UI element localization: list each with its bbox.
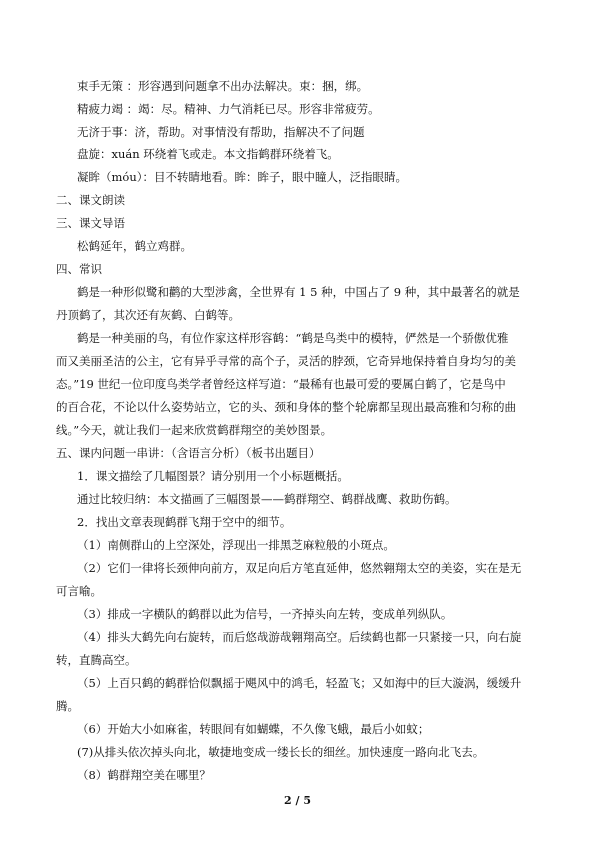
section-heading-knowledge: 四、常识	[56, 262, 102, 276]
knowledge-paragraph-1: 鹤是一种形似鹭和鹳的大型涉禽，全世界有 1 5 种，中国占了 9 种，其中最著名的就是	[77, 285, 520, 299]
definition-jingpilijie: 精疲力竭 ：竭：尽。精神、力气消耗已尽。形容非常疲劳。	[77, 102, 380, 116]
question-1: 1．课文描绘了几幅图景？请分别用一个小标题概括。	[77, 469, 349, 483]
detail-5-cont: 腾。	[56, 699, 79, 713]
detail-4-cont: 转，直腾高空。	[56, 653, 137, 667]
definition-wujiyushi: 无济于事：济，帮助。对事情没有帮助，指解决不了问题	[77, 125, 365, 139]
detail-1: （1）南侧群山的上空深处，浮现出一排黑芝麻粒般的小斑点。	[77, 538, 395, 552]
knowledge-paragraph-2-cont-1: 而又美丽圣洁的公主，它有异乎寻常的高个子，灵活的脖颈，它奇异地保持着自身均匀的美	[56, 354, 516, 368]
definition-ningmou: 凝眸（móu）：目不转睛地看。眸：眸子，眼中瞳人，泛指眼睛。	[77, 170, 407, 184]
detail-7: (7)从排头依次掉头向北，敏捷地变成一缕长长的细丝。加快速度一路向北飞去。	[77, 745, 485, 759]
question-2: 2．找出文章表现鹤群飞翔于空中的细节。	[77, 515, 292, 529]
definition-panxuan: 盘旋：xuán 环绕着飞或走。本文指鹤群环绕着飞。	[77, 147, 339, 161]
section-heading-intro: 三、课文导语	[56, 216, 125, 230]
knowledge-paragraph-2: 鹤是一种美丽的鸟，有位作家这样形容鹤：“鹤是鸟类中的模特，俨然是一个骄傲优雅	[77, 331, 509, 345]
page-number: 2 / 5	[284, 794, 311, 807]
knowledge-paragraph-1-cont: 丹顶鹤了，其次还有灰鹤、白鹤等。	[56, 308, 240, 322]
detail-4: （4）排头大鹤先向右旋转，而后悠哉游哉翱翔高空。后续鹤也都一只紧接一只，向右旋	[77, 630, 522, 644]
answer-1: 通过比较归纳：本文描画了三幅图景——鹤群翔空、鹤群战鹰、救助伤鹤。	[77, 492, 457, 506]
detail-2-cont: 可言喻。	[56, 584, 102, 598]
detail-2: （2）它们一律将长颈伸向前方，双足向后方笔直延伸，悠然翱翔太空的美姿，实在是无	[77, 561, 522, 575]
detail-3: （3）排成一字横队的鹤群以此为信号，一齐掉头向左转，变成单列纵队。	[77, 607, 453, 621]
definition-shushouwuce: 束手无策 ：形容遇到问题拿不出办法解决。束：捆，绑。	[77, 79, 369, 93]
detail-5: （5）上百只鹤的鹤群恰似飘摇于飓风中的鸿毛，轻盈飞；又如海中的巨大漩涡，缓缓升	[77, 676, 522, 690]
detail-8: （8）鹤群翔空美在哪里？	[77, 768, 211, 782]
knowledge-paragraph-2-cont-4: 线。”今天，就让我们一起来欣赏鹤群翔空的美妙图景。	[56, 423, 333, 437]
knowledge-paragraph-2-cont-2: 态。”19 世纪一位印度鸟类学者曾经这样写道：“最稀有也最可爱的要属白鹤了，它是鸟中	[56, 377, 506, 391]
intro-text: 松鹤延年，鹤立鸡群。	[77, 239, 192, 253]
knowledge-paragraph-2-cont-3: 的百合花，不论以什么姿势站立，它的头、颈和身体的整个轮廓都呈现出最高雅和匀称的曲	[56, 400, 516, 414]
section-heading-reading: 二、课文朗读	[56, 193, 125, 207]
detail-6: （6）开始大小如麻雀，转眼间有如蝴蝶，不久像飞蛾，最后小如蚊；	[77, 722, 430, 736]
section-heading-questions: 五、课内问题一串讲：（含语言分析）（板书出题目）	[56, 446, 321, 460]
